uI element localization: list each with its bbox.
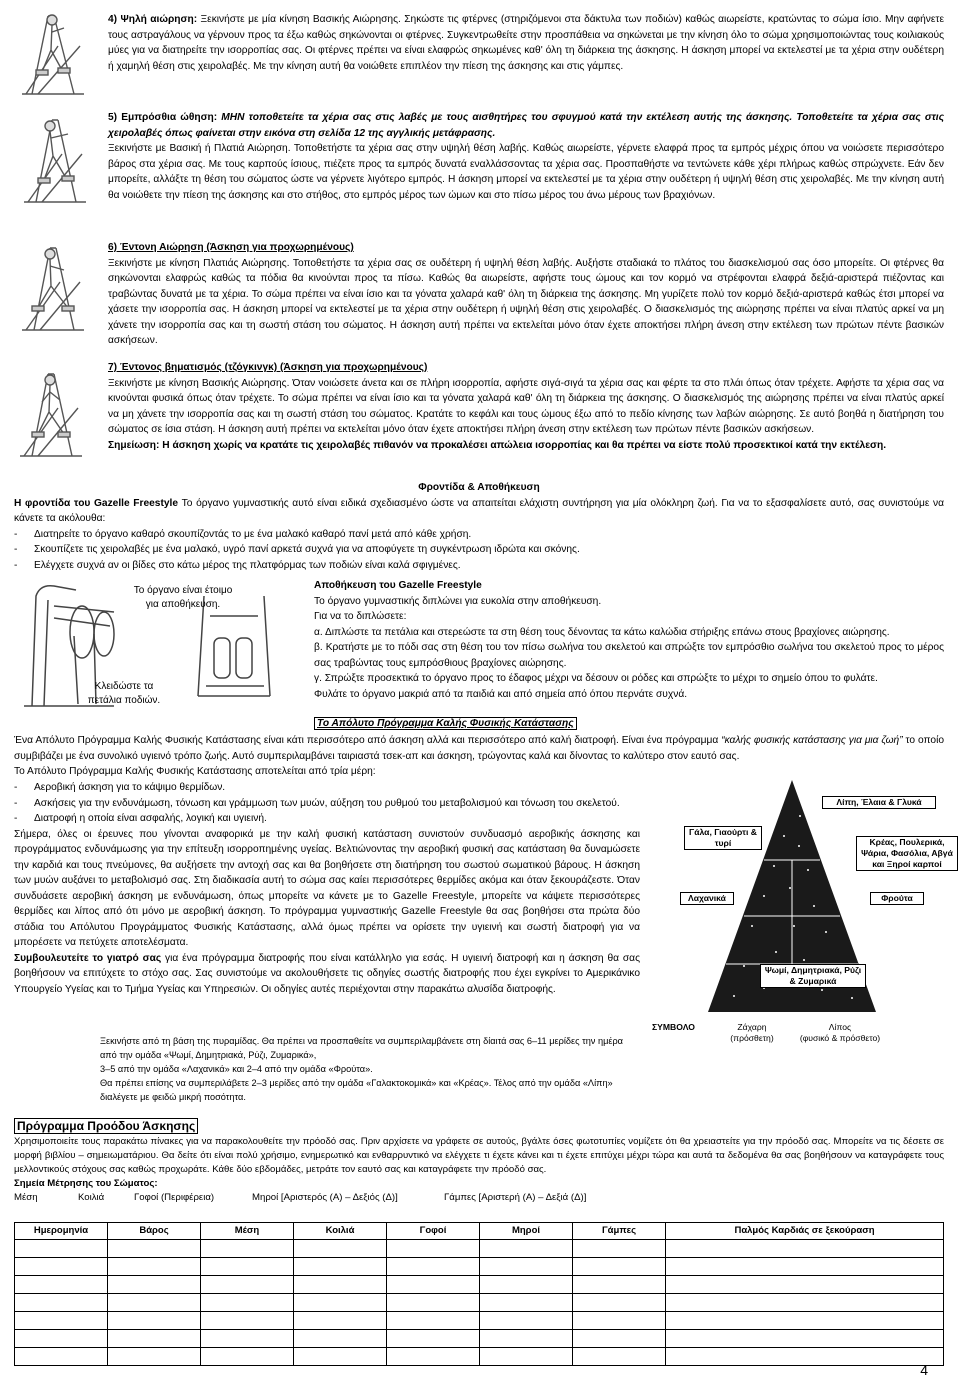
section-forward-push	[108, 110, 944, 203]
section-7-note: Σημείωση: Η άσκηση χωρίς να κρατάτε τις χειρολαβές πιθανόν να προκαλέσει απώλεια ισορροπίας και θα πρέπει να είστε πολύ προσεκτικοί κατά την εκτέλεση.	[108, 439, 887, 451]
pyramid-symbol-label: ΣΥΜΒΟΛΟ	[652, 1022, 712, 1033]
table-row	[15, 1348, 944, 1366]
list-item: - Σκουπίζετε τις χειρολαβές με ένα μαλακό, υγρό πανί αρκετά συχνά για να αποφύγετε τη συγκέντρωση ιδρώτα και σκόνης.	[14, 542, 944, 558]
col-weight: Βάρος	[108, 1223, 201, 1240]
point-calves: Γάμπες [Αριστερή (Α) – Δεξιά (Δ)]	[444, 1192, 587, 1203]
table-cell	[201, 1276, 294, 1294]
pyramid-note-2: 3–5 από την ομάδα «Λαχανικά» και 2–4 από την ομάδα «Φρούτα».	[100, 1064, 373, 1074]
exercise-figure-power-stride	[20, 236, 86, 334]
table-cell	[15, 1258, 108, 1276]
section-6-heading: 6) Έντονη Αιώρηση (Άσκηση για προχωρημένους)	[108, 242, 354, 253]
table-cell	[480, 1348, 573, 1366]
section-7-heading: 7) Έντονος βηματισμός (τζόγκινγκ) (Άσκηση για προχωρημένους)	[108, 362, 428, 373]
table-cell	[666, 1312, 944, 1330]
point-hips: Γοφοί (Περιφέρεια)	[134, 1192, 215, 1203]
pyramid-note-1: Ξεκινήστε από τη βάση της πυραμίδας. Θα πρέπει να προσπαθείτε να συμπεριλαμβάνετε στη δίαιτά σας 6–11 μερίδες την ημέρα από την ομάδα «Ψωμί, Δημητριακά, Ρύζι, Ζυμαρικά»,	[100, 1036, 623, 1060]
pyramid-label-meat: Κρέας, Πουλερικά, Ψάρια, Φασόλια, Αβγά και Ξηροί καρποί	[856, 836, 958, 871]
care-lead-bold: Η φροντίδα του Gazelle Freestyle	[14, 497, 179, 509]
storage-title: Αποθήκευση του Gazelle Freestyle	[314, 580, 482, 591]
section-7-text: Ξεκινήστε με κίνηση Βασικής Αιώρησης. Όταν νοιώσετε άνετα και σε πλήρη ισορροπία, αφήστε σιγά-σιγά τα χέρια σας και φέρτε τα στο πλάι όπως όταν τρέχετε. Αφήστε τα χέρια σας να κινούνται φυσικά όπως όταν τρέχετε. Το σώμα πρέπει να είναι ίσιο και τα γόνατα χαλαρά καθ' όλη τη διάρκεια της άσκησης. Ο διασκελισμός της αιώρησης πρέπει να είναι πλατύς αρκεί να μη χάνετε την ισορροπία σας και τη σωστή στάση του σώματος. Κρατάτε το κεφάλι και τους ώμους έξω από το πεδίο κίνησης των λαβών αιώρησης. Σε αυτό βοηθά η διατήρηση του σώματος σε ίσια στάση. Η άσκηση αυτή πρέπει να εκτελείται μόνο όταν έχετε αποκτήσει πλήρη άνεση στην εκτέλεση των πρώτων πέντε βασικών ασκήσεων.	[108, 377, 944, 435]
table-cell	[573, 1240, 666, 1258]
list-item: - Ελέγχετε συχνά αν οι βίδες στο κάτω μέρος της πλατφόρμας των ποδιών είναι καλά σφιγμένες.	[14, 558, 944, 574]
table-cell	[666, 1258, 944, 1276]
progress-text: Χρησιμοποιείτε τους παρακάτω πίνακες για να παρακολουθείτε την πρόοδό σας. Πριν αρχίσετε να γράφετε σε αυτούς, βγάλτε όσες φωτοτυπίες νομίζετε ότι θα χρειαστείτε για την πρόοδό σας. Μπορείτε να τις δέσετε σε μορφή βιβλίου – σημειωματάριου. Θα δείτε ότι είναι πολύ χρήσιμο, ενημερωτικό και ενθαρρυντικό να ελέγχετε τι έχετε κάνει και τι έχετε επιτύχει μέχρι τώρα και αυτά τα δεδομένα θα σας βοηθήσουν να καταγράφετε τους μελλοντικούς στόχους σας καθώς προχωράτε. Κάθε δύο εβδομάδες, μετράτε τον εαυτό σας και καταγράφετε την πρόοδό σας.	[14, 1136, 944, 1175]
sugar-sub-label: (πρόσθετη)	[730, 1033, 774, 1043]
table-cell	[480, 1240, 573, 1258]
table-cell	[387, 1330, 480, 1348]
table-header-row	[15, 1223, 944, 1240]
program-title: Το Απόλυτο Πρόγραμμα Καλής Φυσικής Κατάστασης	[317, 718, 574, 729]
caption-ready-for-storage: Το όργανο είναι έτοιμο για αποθήκευση.	[133, 585, 233, 610]
section-4-heading: 4) Ψηλή αιώρηση:	[108, 14, 198, 25]
col-belly: Κοιλιά	[294, 1223, 387, 1240]
section-4-text: Ξεκινήστε με μία κίνηση Βασικής Αιώρησης. Σηκώστε τις φτέρνες (στηριζόμενοι στα δάκτυλα των ποδιών) καθώς αιωρείστε, κρατώντας το σώμα ίσιο. Μην αφήνετε τους αστραγάλους να γέρνουν προς τα έξω καθώς σηκώνονται οι φτέρνες. Συγκεντρωθείτε στην προσπάθεια να σηκώνεται με την κίνηση όλο το σώμα χρησιμοποιώντας τους κοιλιακούς μύες για να διατηρείτε την ισορροπίας σας. Οι φτέρνες πρέπει να είναι ελαφρώς σηκωμένες καθ' όλη τη διάρκεια της άσκησης. Η άσκηση μπορεί να εκτελεστεί με τα χέρια στην ουδέτερη ή χαμηλή θέση στις χειρολαβές. Με την κίνηση αυτή θα νοιώθετε επιπλέον την πίεση της άσκησης και στις γάμπες.	[108, 14, 944, 72]
doctor-bold: Συμβουλευτείτε το γιατρό σας	[14, 952, 162, 964]
storage-line2: Για να το διπλώσετε:	[314, 611, 407, 622]
program-body	[14, 780, 640, 997]
storage-step-a: α. Διπλώστε τα πετάλια και στερεώστε τα στη θέση τους δένοντας τα κάτω καλώδια στήριξης επάνω στους βραχίονες αιώρησης.	[314, 626, 890, 638]
storage-line1: Το όργανο γυμναστικής διπλώνει για ευκολία στην αποθήκευση.	[314, 595, 602, 607]
table-cell	[108, 1348, 201, 1366]
table-cell	[15, 1330, 108, 1348]
points-title: Σημεία Μέτρησης του Σώματος:	[14, 1178, 158, 1189]
table-cell	[108, 1258, 201, 1276]
table-row	[15, 1258, 944, 1276]
progress-section	[14, 1118, 944, 1205]
section-6-text: Ξεκινήστε με κίνηση Πλατιάς Αιώρησης. Τοποθετήστε τα χέρια σας σε ουδέτερη ή υψηλή θέση λαβής. Αυξήστε σταδιακά το πλάτος του διασκελισμού σας όσο μπορείτε. Οι φτέρνες θα σηκώνονται ελαφρώς καθώς τα πόδια θα κινούνται προς τα πίσω. Καθώς θα αιωρείστε, αφήστε τους ώμους και τον κορμό να στρέφονται ελαφρά δεξιά-αριστερά πιέζοντας και τραβώντας δυνατά με τα χέρια. Το σώμα πρέπει να είναι ίσιο και τα γόνατα χαλαρά καθ' όλη τη διάρκεια της άσκησης. Μη γυρίζετε πολύ τον κορμό δεξιά-αριστερά καθώς έτσι μπορεί να χάσετε την ισορροπία σας. Η άσκηση μπορεί να εκτελεστεί με τα χέρια στην ουδέτερη ή υψηλή θέση στις χειρολαβές. Ο διασκελισμός της αιώρησης πρέπει να είναι πλατύς αρκεί να μη χάνετε την ισορροπία σας και τη σωστή στάση του σώματος. Η άσκηση αυτή πρέπει να εκτελείται μόνο όταν έχετε αποκτήσει πλήρη άνεση στην εκτέλεση των πρώτων πέντε βασικών ασκήσεων.	[108, 257, 944, 346]
progress-table	[14, 1222, 944, 1366]
table-cell	[108, 1276, 201, 1294]
exercise-figure-jogging	[18, 362, 84, 460]
table-cell	[387, 1312, 480, 1330]
table-cell	[666, 1294, 944, 1312]
exercise-figure-forward-push	[20, 108, 90, 206]
point-waist: Μέση	[14, 1192, 38, 1203]
table-cell	[573, 1348, 666, 1366]
program-intro-a: Ένα Απόλυτο Πρόγραμμα Καλής Φυσικής Κατάστασης είναι κάτι περισσότερο από άσκηση αλλά και περισσότερο από καλή διατροφή. Είναι ένα πρόγραμμα	[14, 735, 722, 746]
program-parts-lead: Το Απόλυτο Πρόγραμμα Καλής Φυσικής Κατάστασης αποτελείται από τρία μέρη:	[14, 766, 376, 777]
table-cell	[201, 1258, 294, 1276]
table-cell	[480, 1258, 573, 1276]
col-hips: Γοφοί	[387, 1223, 480, 1240]
section-5-warning: ΜΗΝ τοποθετείτε τα χέρια σας στις λαβές με τους αισθητήρες του σφυγμού κατά την εκτέλεση αυτής της άσκησης. Τοποθετείτε τα χέρια σας στις χειρολαβές όπως φαίνεται στην εικόνα στη σελίδα 12 της αγγλικής μετάφρασης.	[108, 112, 944, 139]
list-item: - Ασκήσεις για την ενδυνάμωση, τόνωση και γράμμωση των μυών, αύξηση του ρυθμού του μεταβολισμού και τόνωση του σκελετού.	[14, 796, 640, 812]
table-cell	[666, 1348, 944, 1366]
table-cell	[387, 1294, 480, 1312]
table-cell	[201, 1294, 294, 1312]
table-cell	[108, 1330, 201, 1348]
table-cell	[15, 1348, 108, 1366]
table-cell	[573, 1258, 666, 1276]
table-cell	[387, 1348, 480, 1366]
table-cell	[573, 1276, 666, 1294]
table-row	[15, 1276, 944, 1294]
table-cell	[108, 1240, 201, 1258]
storage-step-c: γ. Σπρώξτε προσεκτικά το όργανο προς το έδαφος μέχρι να δέσουν οι ρόδες και σπρώξτε το μέχρι το σημείο όπου το φυλάτε.	[314, 673, 878, 684]
table-cell	[108, 1312, 201, 1330]
table-cell	[108, 1294, 201, 1312]
pyramid-label-fats: Λίπη, Έλαια & Γλυκά	[822, 796, 936, 809]
table-cell	[387, 1240, 480, 1258]
section-jogging	[108, 360, 944, 453]
caption-lock-pedals: Κλειδώστε τα πετάλια ποδιών.	[87, 681, 161, 706]
fat-sub-label: (φυσικό & πρόσθετο)	[799, 1033, 881, 1043]
care-lead: Το όργανο γυμναστικής αυτό είναι ειδικά σχεδιασμένο ώστε να απαιτείται ελάχιστη συντήρηση για μία ολόκληρη ζωή. Για να το εξασφαλίσετε αυτό, σας συνιστούμε να κάνετε τα ακόλουθα:	[14, 497, 944, 524]
point-belly: Κοιλιά	[78, 1192, 105, 1203]
table-cell	[573, 1330, 666, 1348]
section-5-heading: 5) Εμπρόσθια ώθηση:	[108, 112, 218, 123]
section-power-stride	[108, 240, 944, 349]
care-list	[14, 527, 944, 574]
pyramid-fat-label	[790, 1022, 890, 1044]
care-title: Φροντίδα & Αποθήκευση	[418, 482, 540, 493]
measure-points	[14, 1191, 944, 1205]
table-cell	[573, 1312, 666, 1330]
pyramid-note-3: Θα πρέπει επίσης να συμπεριλάβετε 2–3 μερίδες από την ομάδα «Γαλακτοκομικά» και «Κρέας». Τέλος από την ομάδα «Λίπη» διαλέγετε με φειδώ μικρή ποσότητα.	[100, 1078, 613, 1102]
table-cell	[666, 1330, 944, 1348]
table-cell	[201, 1348, 294, 1366]
col-resting-heart-rate: Παλμός Καρδιάς σε ξεκούραση	[666, 1223, 944, 1240]
pyramid-label-dairy: Γάλα, Γιαούρτι & τυρί	[684, 826, 762, 850]
table-cell	[480, 1312, 573, 1330]
section-5-text: Ξεκινήστε με Βασική ή Πλατιά Αιώρηση. Τοποθετήστε τα χέρια σας στην υψηλή θέση λαβής. Καθώς αιωρείστε, γέρνετε ελαφρά προς τα εμπρός μέχρις όπου να νοιώσετε περισσότερο βάρος στα χέρια σας. Με τους καρπούς ίσιους, πιέζετε προς τα εμπρός δυνατά εναλλάσσοντας τα χέρια σας. Προσπαθήστε να τεντώνετε κάθε χέρι πλήρως καθώς σπρώχνετε. Εάν δεν μπορείτε, αλλάξτε τη θέση του σώματος ώστε να γέρνετε λιγότερο εμπρός. Η άσκηση μπορεί να εκτελεστεί με τα χέρια στην ουδέτερη ή υψηλή θέση στις χειρολαβές. Με την κίνηση αυτή θα νοιώθετε την πίεση της άσκησης και στο στήθος, στο εμπρός μέρος των ώμων και στο πίσω μέρος του άνω μέρους των βραχιόνων.	[108, 143, 944, 201]
section-high-stride	[108, 12, 944, 74]
point-thighs: Μηροί [Αριστερός (Α) – Δεξιός (Δ)]	[252, 1192, 398, 1203]
table-cell	[666, 1276, 944, 1294]
table-cell	[15, 1312, 108, 1330]
care-section	[14, 480, 944, 573]
storage-section	[314, 578, 944, 702]
exercise-figure-high-stride	[18, 6, 88, 98]
pyramid-label-vegetables: Λαχανικά	[680, 892, 734, 905]
col-calves: Γάμπες	[573, 1223, 666, 1240]
table-cell	[294, 1258, 387, 1276]
table-cell	[201, 1312, 294, 1330]
program-title-wrap	[314, 716, 714, 732]
table-cell	[294, 1348, 387, 1366]
table-cell	[294, 1330, 387, 1348]
program-intro-b: το οποίο συμβιβάζει με ένα συνολικό υγιεινό τρόπο ζωής. Αυτό συμπεριλαμβάνει ταιριαστά τσεκ-απ και άσκηση, τρώγοντας καλά και δίνοντας το καλύτερο στον εαυτό σας.	[14, 735, 944, 762]
table-row	[15, 1294, 944, 1312]
program-intro	[14, 733, 944, 780]
table-cell	[294, 1276, 387, 1294]
table-row	[15, 1312, 944, 1330]
table-cell	[294, 1312, 387, 1330]
list-item: - Διατηρείτε το όργανο καθαρό σκουπίζοντάς το με ένα μαλακό καθαρό πανί μετά από κάθε χρήση.	[14, 527, 944, 543]
storage-step-b: β. Κρατήστε με το πόδι σας στη θέση του τον πίσω σωλήνα του σκελετού και σπρώξτε τον εμπρόσθιο σωλήνα του σκελετού προς το μέρος σας τραβώντας τους εμπρόσθιους βραχίονες αιώρησης.	[314, 642, 944, 669]
table-cell	[201, 1330, 294, 1348]
doctor-text: για ένα πρόγραμμα διατροφής που είναι κατάλληλο για εσάς. Η υγιεινή διατροφή και η άσκηση θα σας βοηθήσουν να επιτύχετε το στόχο σας. Σας συνιστούμε να ακολουθήσετε τις οδηγίες σωστής διατροφής που έχει εγκρίνει το Αμερικάνικο Υπουργείο Υγείας και το Τμήμα Υγείας και Υπηρεσιών. Οι οδηγίες αυτές περιέχονται στην παρακάτω αλυσίδα διατροφής.	[14, 952, 640, 995]
table-cell	[666, 1240, 944, 1258]
table-cell	[387, 1276, 480, 1294]
progress-title: Πρόγραμμα Προόδου Άσκησης	[17, 1119, 196, 1133]
table-cell	[480, 1276, 573, 1294]
table-cell	[15, 1240, 108, 1258]
table-cell	[15, 1294, 108, 1312]
table-row	[15, 1330, 944, 1348]
table-cell	[201, 1240, 294, 1258]
sugar-label: Ζάχαρη	[737, 1022, 767, 1032]
program-intro-italic: “καλής φυσικής κατάστασης για μια ζωή”	[721, 735, 903, 746]
pyramid-label-fruit: Φρούτα	[870, 892, 924, 905]
fat-label: Λίπος	[828, 1022, 852, 1032]
pyramid-notes	[100, 1034, 640, 1104]
table-cell	[294, 1294, 387, 1312]
table-cell	[294, 1240, 387, 1258]
pyramid-label-grains: Ψωμί, Δημητριακά, Ρύζι & Ζυμαρικά	[760, 964, 866, 988]
col-thighs: Μηροί	[480, 1223, 573, 1240]
table-cell	[15, 1276, 108, 1294]
table-row	[15, 1240, 944, 1258]
table-cell	[480, 1294, 573, 1312]
pyramid-sugar-label	[722, 1022, 782, 1044]
col-waist: Μέση	[201, 1223, 294, 1240]
storage-note: Φυλάτε το όργανο μακριά από τα παιδιά και από σημεία από όπου περνάτε συχνά.	[314, 688, 688, 700]
col-date: Ημερομηνία	[15, 1223, 108, 1240]
program-body-text: Σήμερα, όλες οι έρευνες που γίνονται αναφορικά με την καλή φυσική κατάσταση συνιστούν συνδυασμό αεροβικής άσκησης και προγράμματος ενδυνάμωσης για την επίτευξη ισορροπημένης υγείας. Βελτιώνοντας την αεροβική φυσική σας κατάσταση θα δυναμώσετε την καρδιά και τους πνεύμονες, θα αυξήσετε την αντοχή σας και θα βοηθήσετε στη διατήρηση του σωστού σωματικού βάρους. Η άσκηση των μυών αυξάνει το μεταβολισμό σας. Στη διαδικασία αυτή το σώμα σας καίει περισσότερες θερμίδες ακόμα και όταν ξεκουράζεστε. Όταν συνδυάσετε αεροβική άσκηση με ενδυνάμωση, όπως μπορείτε να κάνετε με το Gazelle Freestyle, μπορείτε να κάψετε περισσότερες θερμίδες και λίπος από ότι μόνο με αεροβική άσκηση. Το πρόγραμμα γυμναστικής Gazelle Freestyle θα σας βοηθήσει στα πρώτα δύο στάδια του Απόλυτου Προγράμματος Φυσικής Κατάστασης, αλλά όμως πρέπει να ορίσετε την υγιεινή και σωστή διατροφή για να μπορέσετε να πετύχετε αποτελέσματα.	[14, 828, 640, 948]
table-cell	[480, 1330, 573, 1348]
list-item: - Αεροβική άσκηση για το κάψιμο θερμίδων.	[14, 780, 640, 796]
table-cell	[387, 1258, 480, 1276]
list-item: - Διατροφή η οποία είναι ασφαλής, λογική και υγιεινή.	[14, 811, 640, 827]
page-number: 4	[920, 1361, 928, 1378]
table-cell	[573, 1294, 666, 1312]
